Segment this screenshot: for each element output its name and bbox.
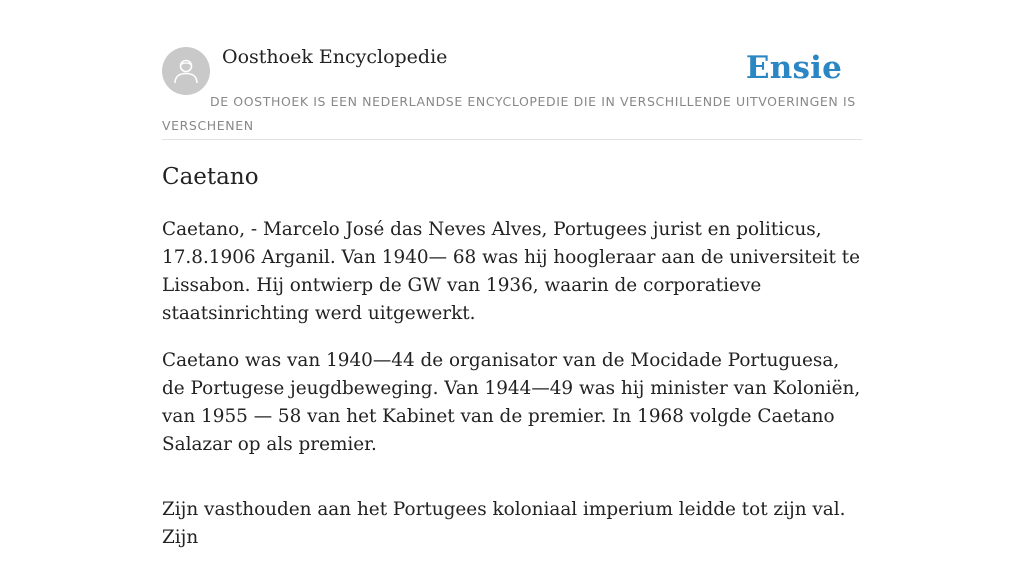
article-paragraph-1: Caetano, - Marcelo José das Neves Alves, Portugees jurist en politicus, 17.8.1906 Arganil. Van 1940— 68 was hij hoogleraar aan de universiteit te Lissabon. Hij ontwierp de GW van 1936, waarin de corporatieve staatsinrichting werd uitgewerkt. — [162, 219, 860, 324]
article-body — [162, 216, 862, 571]
article-title: Caetano — [162, 164, 259, 190]
source-avatar[interactable] — [162, 47, 210, 95]
source-header — [162, 0, 862, 140]
article-paragraph-3: Zijn vasthouden aan het Portugees koloniaal imperium leidde tot zijn val. Zijn — [162, 499, 846, 548]
source-tagline: DE OOSTHOEK IS EEN NEDERLANDSE ENCYCLOPEDIE DIE IN VERSCHILLENDE UITVOERINGEN IS VERSCHENEN — [162, 94, 856, 133]
page — [162, 0, 862, 548]
ensie-logo-link[interactable]: Ensie — [745, 50, 842, 86]
article-paragraph-2: Caetano was van 1940—44 de organisator van de Mocidade Portuguesa, de Portugese jeugdbeweging. Van 1944—49 was hij minister van Koloniën, van 1955 — 58 van het Kabinet van de premier. In 1968 volgde Caetano Salazar op als premier. — [162, 350, 861, 455]
source-title[interactable]: Oosthoek Encyclopedie — [222, 46, 448, 68]
user-icon — [171, 56, 201, 86]
